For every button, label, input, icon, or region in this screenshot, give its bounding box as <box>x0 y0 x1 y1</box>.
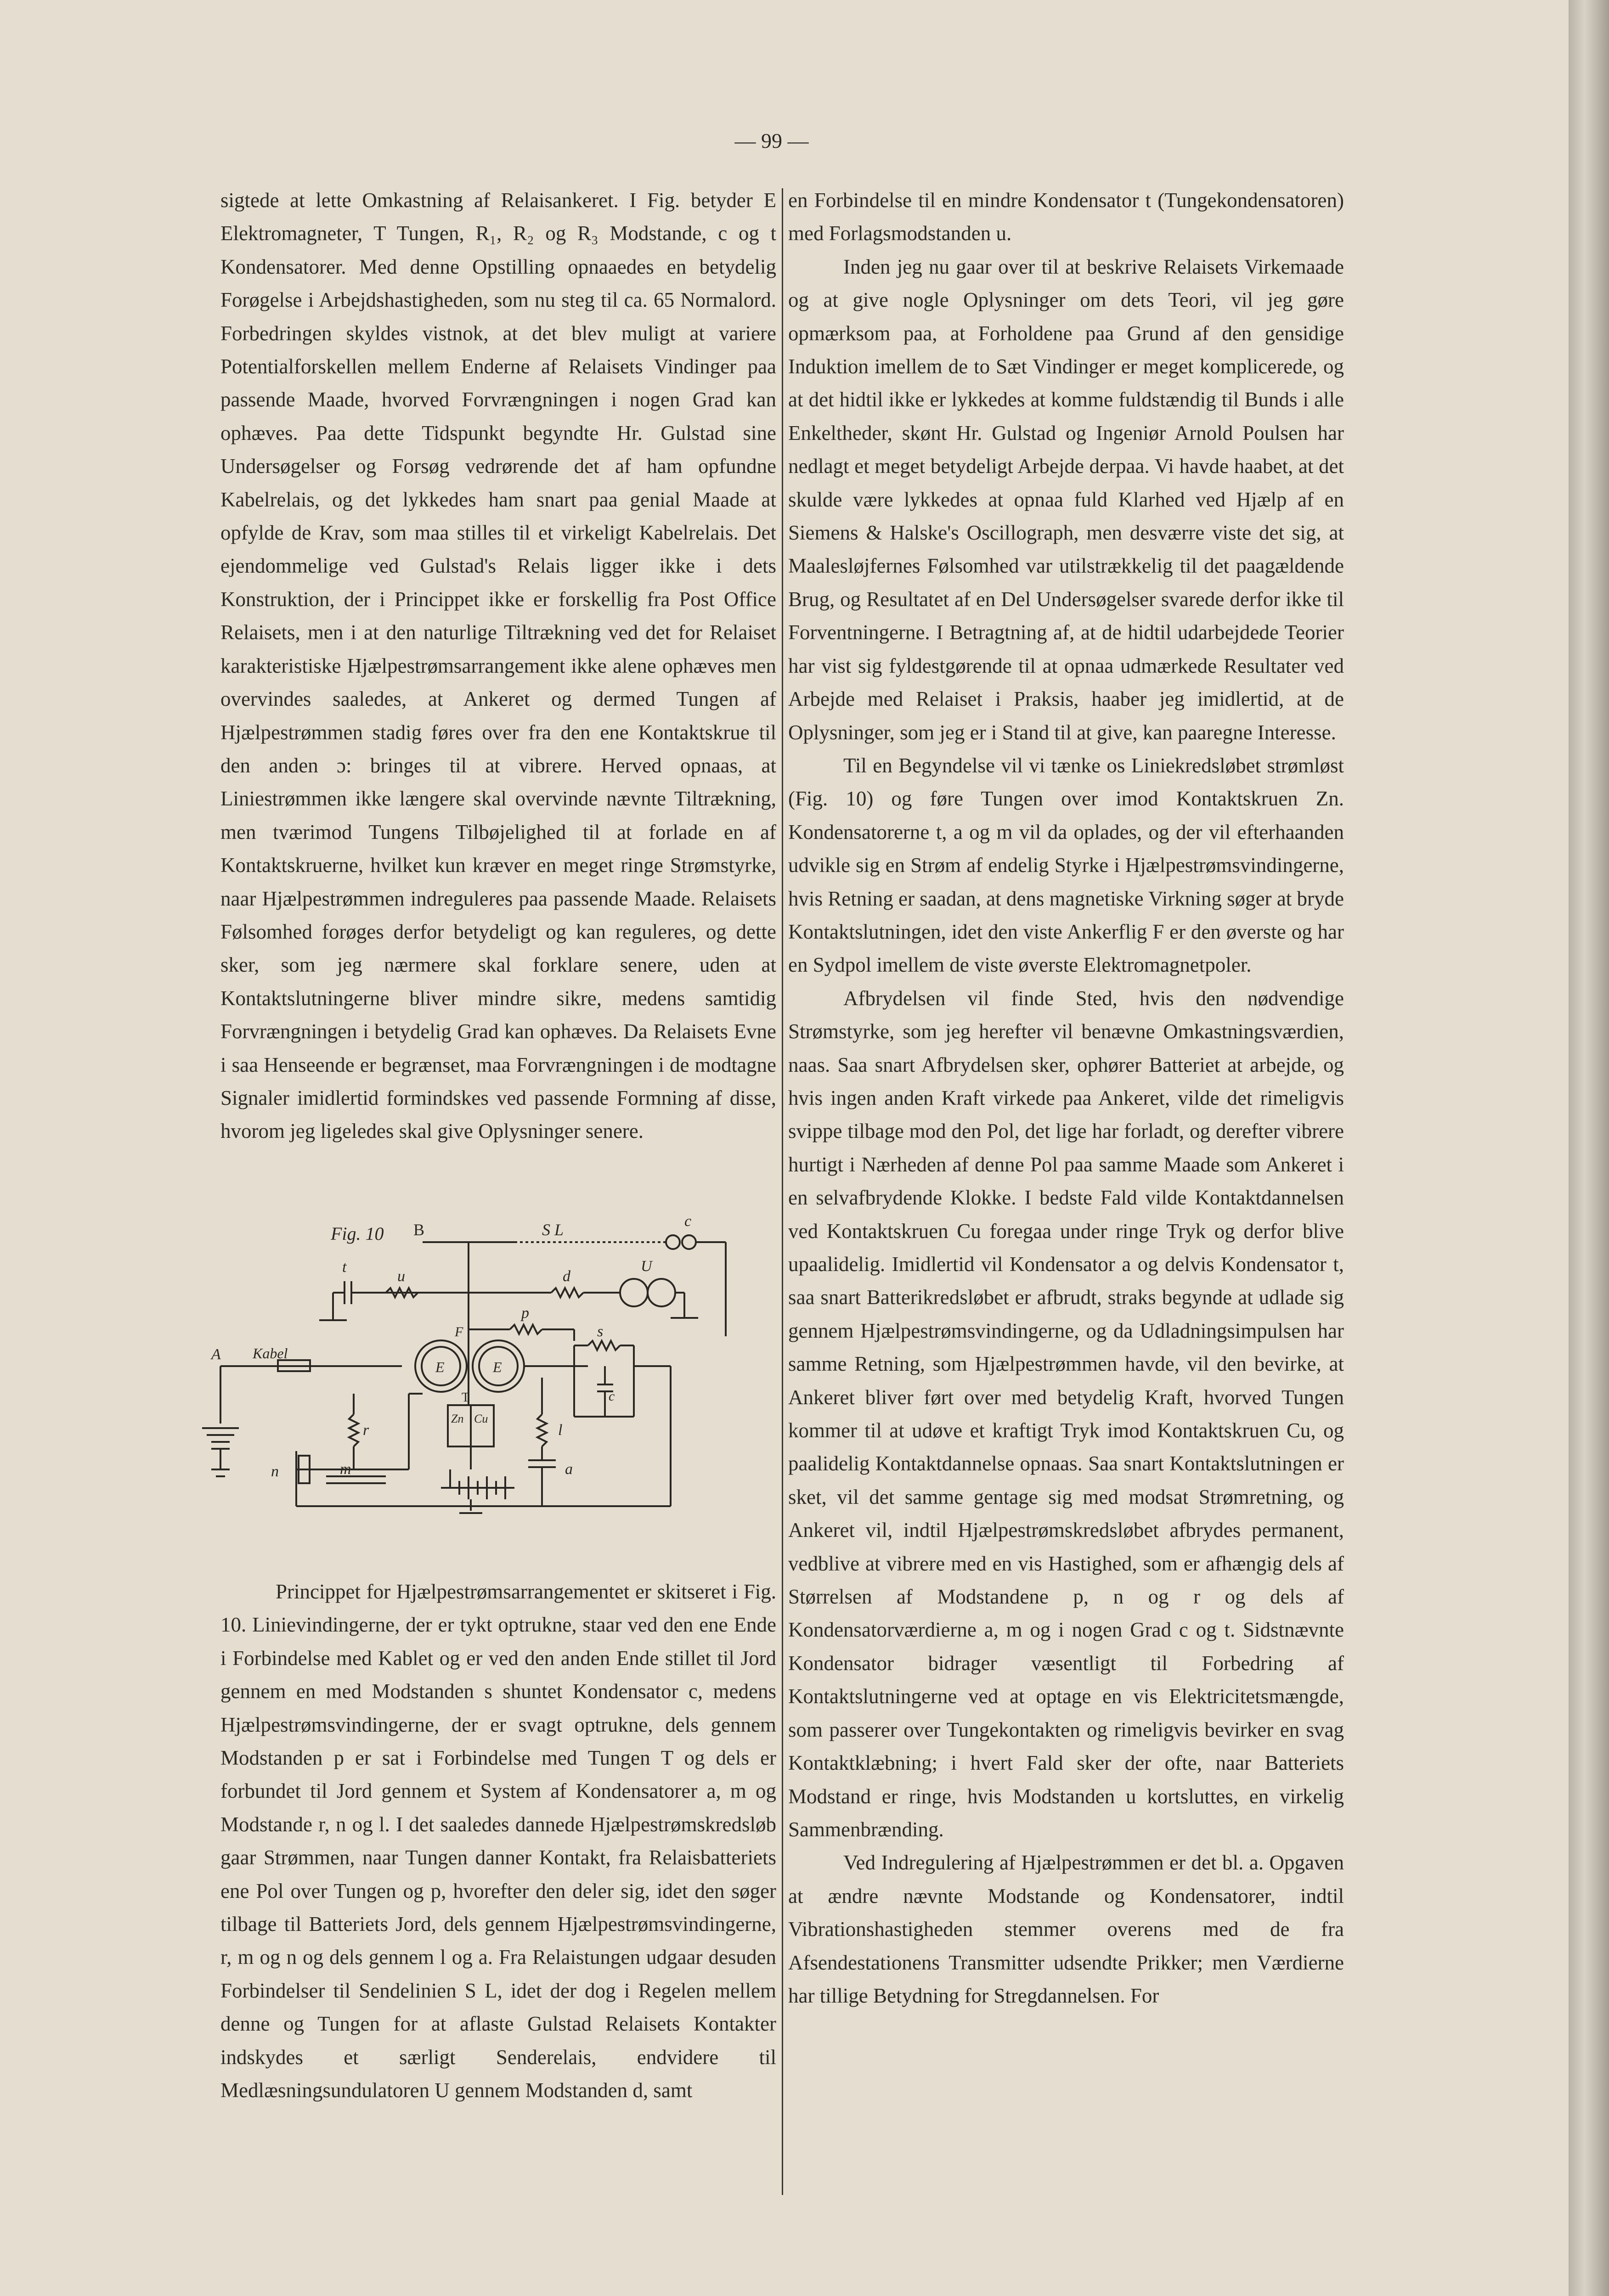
fig-label-F: F <box>455 1324 463 1339</box>
paragraph: Afbrydelsen vil finde Sted, hvis den nødvendige Strømstyrke, som jeg herefter vil benævne Omkastningsværdien, naas. Saa snart Afbrydelsen sker, ophører Batteriet at arbejde, og hvis ingen anden Kraft virkede paa Ankeret, vilde det rimeligvis svippe tilbage mod den Pol, det lige har forladt, og derefter vibrere hurtigt i Nærheden af denne Pol paa samme Maade som Ankeret i en selvafbrydende Klokke. I bedste Fald vilde Kontaktdannelsen ved Kontaktskruen Cu foregaa under ringe Tryk og derfor blive upaalidelig. Imidlertid vil Kondensator a og delvis Kondensator t, saa snart Batterikredsløbet er afbrudt, straks begynde at udlade sig gennem Hjælpestrømsvindingerne, og da Udladningsimpulsen har samme Retning, som Hjælpestrømmen havde, vil den bevirke, at Ankeret bliver ført over med betydelig Kraft, hvorved Tungen kommer til at udøve et kraftigt Tryk imod Kontaktskruen Cu, og paalidelig Kontaktdannelse opnaas. Saa snart Kontaktslutningen er sket, vil det samme gentage sig med modsat Strømretning, og Ankeret vil, indtil Hjælpestrømskredsløbet afbrydes permanent, vedblive at vibrere med en vis Hastighed, som er afhængig dels af Størrelsen af Modstandene p, n og r og dels af Kondensatorværdierne a, m og i nogen Grad c og t. Sidstnævnte Kondensator bidrager væsentligt til Forbedring af Kontaktslutningerne ved at optage en vis Elektricitetsmængde, som passerer over Tungekontakten og rimeligvis bevirker en svag Kontaktklæbning; i hvert Fald sker der ofte, naar Batteriets Modstand er ringe, hvis Modstanden u kortsluttes, en virkelig Sammenbrænding. <box>788 986 1344 1841</box>
fig-label-r: r <box>363 1422 369 1439</box>
fig-label-T: T <box>462 1390 470 1405</box>
page-number: — 99 — <box>734 129 809 152</box>
page-edge <box>1569 0 1609 2296</box>
fig-label-u: u <box>397 1268 405 1285</box>
fig-label-Cu: Cu <box>474 1412 488 1425</box>
fig-label-SL: S L <box>542 1221 564 1239</box>
fig-label-m: m <box>340 1461 351 1478</box>
fig-label-Zn: Zn <box>451 1412 464 1425</box>
paragraph: Princippet for Hjælpestrømsarrangementet er skitseret i Fig. 10. Linievindingerne, der er tykt optrukne, staar ved den ene Ende i Forbindelse med Kablet og er ved den anden Ende stillet til Jord gennem en med Modstanden s shuntet Kondensator c, medens Hjælpestrømsvindingerne, der er svagt optrukne, dels gennem Modstanden p er sat i Forbindelse med Tungen T og dels er forbundet til Jord gennem et System af Kondensatorer a, m og Modstande r, n og l. I det saaledes dannede Hjælpestrømskredsløb gaar Strømmen, naar Tungen danner Kontakt, fra Relaisbatteriets ene Pol over Tungen og p, hvorefter den deler sig, idet den søger tilbage til Batteriets Jord, dels gennem Hjælpestrømsvindingerne, r, m og n og dels gennem l og a. Fra Relaistungen udgaar desuden Forbindelser til Sendelinien S L, idet der dog i Regelen mellem denne og Tungen for at aflaste Gulstad Relaisets Kontakter indskydes et særligt Senderelais, endvidere til Medlæsningsundulatoren U gennem Modstanden d, samt <box>220 1580 776 2102</box>
column-divider <box>782 188 783 2195</box>
fig-label-kabel: Kabel <box>253 1345 288 1362</box>
fig-label-A: A <box>211 1346 221 1363</box>
circuit-diagram <box>193 1212 790 1552</box>
paragraph: en Forbindelse til en mindre Kondensator t (Tungekondensatoren) med Forlagsmodstanden u. <box>788 189 1344 245</box>
fig-label-s: s <box>597 1323 604 1340</box>
fig-label-c2: c <box>609 1389 615 1404</box>
left-column-bottom <box>220 1575 776 2107</box>
paragraph: Inden jeg nu gaar over til at beskrive Relaisets Virkemaade og at give nogle Oplysninger om dets Teori, vil jeg gøre opmærksom paa, at Forholdene paa Grund af den gensidige Induktion imellem de to Sæt Vindinger er meget komplicerede, og at det hidtil ikke er lykkedes at komme fuldstændig til Bunds i alle Enkeltheder, skønt Hr. Gulstad og Ingeniør Arnold Poulsen har nedlagt et meget betydeligt Arbejde derpaa. Vi havde haabet, at det skulde være lykkedes at opnaa fuld Klarhed ved Hjælp af en Siemens & Halske's Oscillograph, men desværre viste det sig, at Maalesløjfernes Følsomhed var utilstrækkelig til det paagældende Brug, og Resultatet af en Del Undersøgelser svarede derfor ikke til Forventningerne. I Betragtning af, at de hidtil udarbejdede Teorier har vist sig fyldestgørende til at opnaa udmærkede Resultater ved Arbejde med Relaiset i Praksis, haaber jeg imidlertid, at de Oplysninger, som jeg er i Stand til at give, kan paaregne Interesse. <box>788 255 1344 744</box>
fig-label-E1: E <box>435 1359 445 1375</box>
left-column-top <box>220 184 776 1148</box>
fig-label-l: l <box>558 1422 563 1439</box>
fig-label-d: d <box>563 1268 570 1285</box>
fig-label-U: U <box>641 1258 652 1275</box>
fig-label-p: p <box>521 1305 529 1322</box>
fig-label-n: n <box>271 1463 279 1480</box>
paragraph: Til en Begyndelse vil vi tænke os Liniekredsløbet strømløst (Fig. 10) og føre Tungen over imod Kontaktskruen Zn. Kondensatorerne t, a og m vil da oplades, og der vil efterhaanden udvikle sig en Strøm af endelig Styrke i Hjælpestrømsvindingerne, hvis Retning er saadan, at dens magnetiske Virkning søger at bryde Kontaktslutningen, idet den viste Ankerflig F er den øverste og har en Sydpol imellem de viste øverste Elektromagnetpoler. <box>788 754 1344 977</box>
fig-label: Fig. 10 <box>331 1223 384 1244</box>
paragraph: Ved Indregulering af Hjælpestrømmen er det bl. a. Opgaven at ændre nævnte Modstande og Kondensatorer, indtil Vibrationshastigheden stemmer overens med de fra Afsendestationens Transmitter udsendte Prikker; men Værdierne har tillige Betydning for Stregdannelsen. For <box>788 1851 1344 2007</box>
circuit-figure <box>193 1212 790 1552</box>
fig-label-a: a <box>565 1461 573 1478</box>
right-column <box>788 184 1344 2012</box>
fig-label-c: c <box>684 1213 692 1230</box>
fig-label-t: t <box>342 1259 347 1276</box>
paragraph: sigtede at lette Omkastning af Relaisankeret. I Fig. betyder E Elektromagneter, T Tungen, R₁, R₂ og R₃ Modstande, c og t Kondensatorer. Med denne Opstilling opnaaedes en betydelig Forøgelse i Arbejdshastigheden, som nu steg til ca. 65 Normalord. Forbedringen skyldes vistnok, at det blev muligt at variere Potentialforskellen mellem Enderne af Relaisets Vindinger paa passende Maade, hvorved Forvrængningen i nogen Grad kan ophæves. Paa dette Tidspunkt begyndte Hr. Gulstad sine Undersøgelser og Forsøg vedrørende det af ham opfundne Kabelrelais, og det lykkedes ham snart paa genial Maade at opfylde de Krav, som maa stilles til et virkeligt Kabelrelais. Det ejendommelige ved Gulstad's Relais ligger ikke i dets Konstruktion, der i Princippet ikke er forskellig fra Post Office Relaisets, men i at den naturlige Tiltrækning ved det for Relaiset karakteristiske Hjælpestrømsarrangement ikke alene ophæves men overvindes saaledes, at Ankeret og dermed Tungen af Hjælpestrømmen stadig føres over fra den ene Kontaktskrue til den anden ɔ: bringes til at vibrere. Herved opnaas, at Liniestrømmen ikke længere skal overvinde nævnte Tiltrækning, men tværimod Tungens Tilbøjelighed til at forlade en af Kontaktskruerne, hvilket kun kræver en meget ringe Strømstyrke, naar Hjælpestrømmen indreguleres paa passende Maade. Relaisets Følsomhed forøges derfor betydeligt og kan reguleres, og dette sker, som jeg nærmere skal forklare senere, uden at Kontaktslutningerne bliver mindre sikre, medens samtidig Forvrængningen i betydelig Grad kan ophæves. Da Relaisets Evne i saa Henseende er begrænset, maa Forvrængningen i de modtagne Signaler imidlertid formindskes ved passende Formning af disse, hvorom jeg ligeledes skal give Oplysninger senere. <box>220 189 776 1143</box>
fig-label-E2: E <box>493 1359 502 1375</box>
fig-label-B: B <box>413 1221 425 1239</box>
